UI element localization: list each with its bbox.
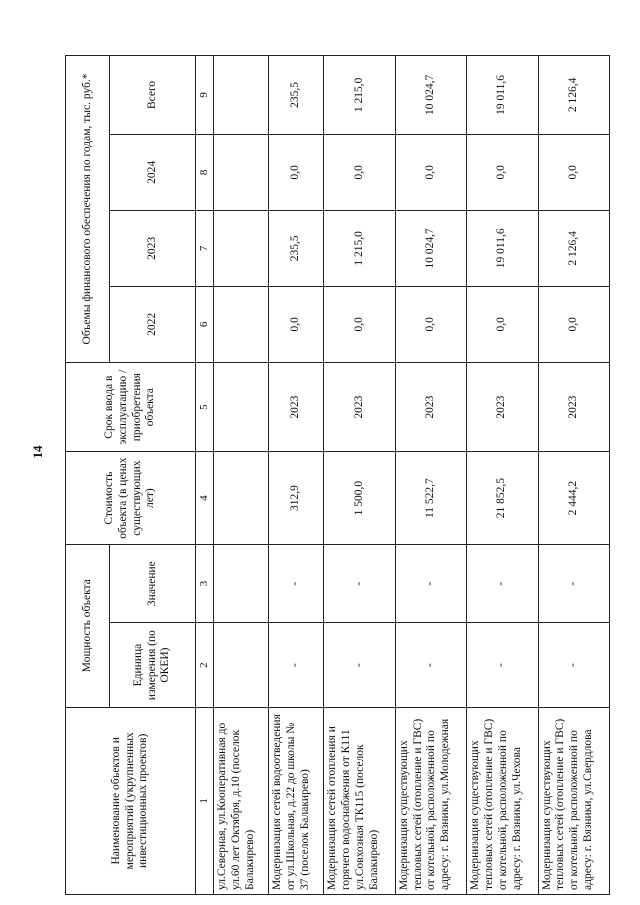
table-row bbox=[269, 56, 324, 895]
object-name: ул.Северная, ул.Кооперативная до ул.60 лет Октября, д.10 (поселок Балакирево) bbox=[214, 707, 269, 894]
column-number: 6 bbox=[196, 286, 214, 362]
value-cell: - bbox=[324, 544, 395, 623]
total-cell bbox=[214, 56, 269, 135]
column-number: 8 bbox=[196, 134, 214, 210]
y2024-cell: 0,0 bbox=[324, 134, 395, 210]
y2024-cell: 0,0 bbox=[395, 134, 466, 210]
y2024-cell bbox=[214, 134, 269, 210]
value-cell bbox=[214, 544, 269, 623]
table-container bbox=[65, 55, 610, 895]
y2023-cell: 19 011,6 bbox=[467, 210, 538, 286]
column-number: 1 bbox=[196, 707, 214, 894]
unit-cell: - bbox=[324, 623, 395, 707]
header-2024: 2024 bbox=[110, 134, 196, 210]
term-cell: 2023 bbox=[538, 362, 609, 452]
total-cell: 235,5 bbox=[269, 56, 324, 135]
value-cell: - bbox=[467, 544, 538, 623]
table-row bbox=[538, 56, 609, 895]
header-value: Значение bbox=[110, 544, 196, 623]
header-total: Всего bbox=[110, 56, 196, 135]
y2023-cell: 235,5 bbox=[269, 210, 324, 286]
y2022-cell: 0,0 bbox=[269, 286, 324, 362]
y2023-cell: 10 024,7 bbox=[395, 210, 466, 286]
term-cell: 2023 bbox=[269, 362, 324, 452]
total-cell: 10 024,7 bbox=[395, 56, 466, 135]
unit-cell: - bbox=[269, 623, 324, 707]
total-cell: 2 126,4 bbox=[538, 56, 609, 135]
y2024-cell: 0,0 bbox=[269, 134, 324, 210]
column-number: 2 bbox=[196, 623, 214, 707]
header-name: Наименование объектов и мероприятий (укрупненных инвестиционных проектов) bbox=[66, 707, 196, 894]
table-row bbox=[324, 56, 395, 895]
column-number: 9 bbox=[196, 56, 214, 135]
value-cell: - bbox=[269, 544, 324, 623]
header-2023: 2023 bbox=[110, 210, 196, 286]
object-name: Модернизация сетей водоотведения от ул.Школьная, д.22 до школы № 37 (поселок Балакирево) bbox=[269, 707, 324, 894]
y2024-cell: 0,0 bbox=[538, 134, 609, 210]
table-row bbox=[214, 56, 269, 895]
unit-cell bbox=[214, 623, 269, 707]
unit-cell: - bbox=[538, 623, 609, 707]
cost-cell: 21 852,5 bbox=[467, 452, 538, 544]
y2022-cell: 0,0 bbox=[324, 286, 395, 362]
header-term: Срок ввода в эксплуатацию / приобретения объекта bbox=[66, 362, 196, 452]
cost-cell bbox=[214, 452, 269, 544]
header-capacity: Мощность объекта bbox=[66, 544, 110, 707]
header-unit: Единица измерения (по ОКЕИ) bbox=[110, 623, 196, 707]
value-cell: - bbox=[395, 544, 466, 623]
value-cell: - bbox=[538, 544, 609, 623]
total-cell: 19 011,6 bbox=[467, 56, 538, 135]
object-name: Модернизация сетей отопления и горячего водоснабжения от К111 ул.Совхозная ТК115 (поселок Балакирево) bbox=[324, 707, 395, 894]
object-name: Модернизация существующих тепловых сетей (отопление и ГВС) от котельной, расположенной по адресу: г. Вязники, ул.Свердлова bbox=[538, 707, 609, 894]
cost-cell: 312,9 bbox=[269, 452, 324, 544]
cost-cell: 11 522,7 bbox=[395, 452, 466, 544]
column-number: 4 bbox=[196, 452, 214, 544]
total-cell: 1 215,0 bbox=[324, 56, 395, 135]
table-row bbox=[395, 56, 466, 895]
term-cell: 2023 bbox=[395, 362, 466, 452]
column-number: 5 bbox=[196, 362, 214, 452]
investment-table bbox=[65, 55, 610, 895]
header-funding: Объемы финансового обеспечения по годам, тыс. руб.* bbox=[66, 56, 110, 363]
object-name: Модернизация существующих тепловых сетей (отопление и ГВС) от котельной, расположенной по адресу: г. Вязники, ул.Молодежная bbox=[395, 707, 466, 894]
y2023-cell: 1 215,0 bbox=[324, 210, 395, 286]
unit-cell: - bbox=[467, 623, 538, 707]
cost-cell: 2 444,2 bbox=[538, 452, 609, 544]
term-cell bbox=[214, 362, 269, 452]
object-name: Модернизация существующих тепловых сетей (отопление и ГВС) от котельной, расположенной по адресу: г. Вязники, ул.Чехова bbox=[467, 707, 538, 894]
y2022-cell: 0,0 bbox=[467, 286, 538, 362]
term-cell: 2023 bbox=[467, 362, 538, 452]
y2024-cell: 0,0 bbox=[467, 134, 538, 210]
unit-cell: - bbox=[395, 623, 466, 707]
term-cell: 2023 bbox=[324, 362, 395, 452]
y2023-cell bbox=[214, 210, 269, 286]
column-number: 7 bbox=[196, 210, 214, 286]
header-cost: Стоимость объекта (в ценах существующих лет) bbox=[66, 452, 196, 544]
page-number: 14 bbox=[30, 445, 45, 459]
table-row bbox=[467, 56, 538, 895]
y2022-cell bbox=[214, 286, 269, 362]
y2023-cell: 2 126,4 bbox=[538, 210, 609, 286]
column-number: 3 bbox=[196, 544, 214, 623]
y2022-cell: 0,0 bbox=[395, 286, 466, 362]
y2022-cell: 0,0 bbox=[538, 286, 609, 362]
header-2022: 2022 bbox=[110, 286, 196, 362]
cost-cell: 1 500,0 bbox=[324, 452, 395, 544]
